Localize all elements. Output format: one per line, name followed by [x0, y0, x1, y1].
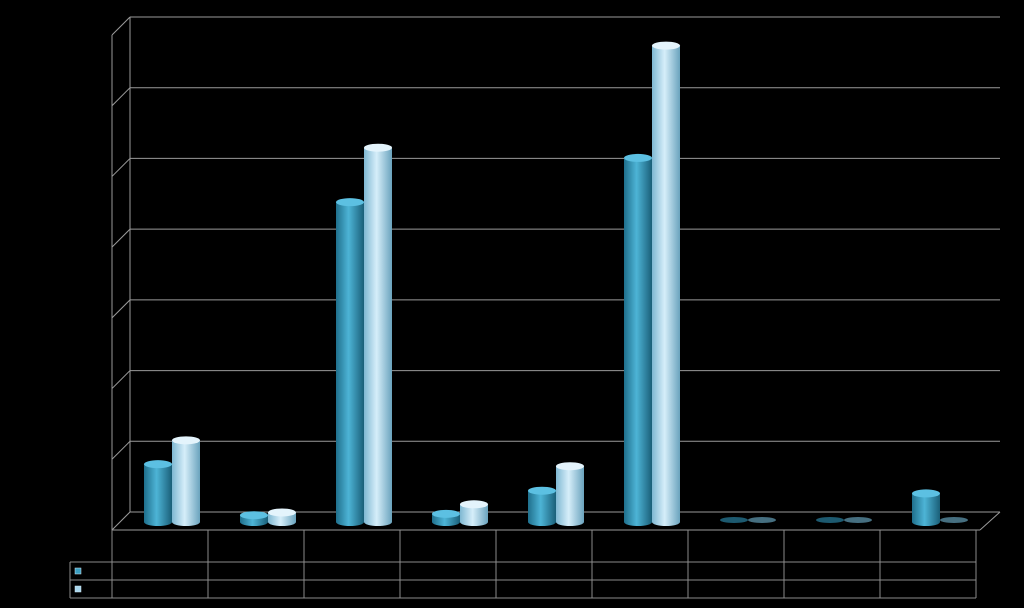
gridline-side	[112, 300, 130, 318]
gridline-side	[112, 512, 130, 530]
gridline-side	[112, 88, 130, 106]
bar-s1-c3	[460, 500, 488, 526]
gridline-side	[112, 371, 130, 389]
bar-s1-c4	[556, 462, 584, 526]
gridline-side	[112, 441, 130, 459]
gridline-side	[112, 229, 130, 247]
bar-s0-c7	[816, 517, 844, 523]
data-table	[70, 530, 976, 598]
bar-s0-c1	[240, 511, 268, 526]
gridlines	[112, 17, 1000, 530]
floor-side-edge	[980, 512, 1000, 530]
bar-s0-c0	[144, 460, 172, 526]
bar-s0-c8	[912, 489, 940, 526]
bar-s1-c0	[172, 436, 200, 526]
bar-s1-c2	[364, 144, 392, 526]
bar-s0-c4	[528, 487, 556, 526]
bars	[144, 42, 968, 526]
legend-key-series-2	[75, 586, 81, 592]
bar-s1-c8	[940, 517, 968, 523]
bar-s1-c6	[748, 517, 776, 523]
bar-s0-c6	[720, 517, 748, 523]
bar-s0-c2	[336, 198, 364, 526]
bar-s1-c1	[268, 508, 296, 526]
legend-key-series-1	[75, 568, 81, 574]
bar-s1-c5	[652, 42, 680, 526]
bar-s0-c5	[624, 154, 652, 526]
gridline-side	[112, 17, 130, 35]
bar-s0-c3	[432, 510, 460, 526]
bar-s1-c7	[844, 517, 872, 523]
gridline-side	[112, 158, 130, 176]
